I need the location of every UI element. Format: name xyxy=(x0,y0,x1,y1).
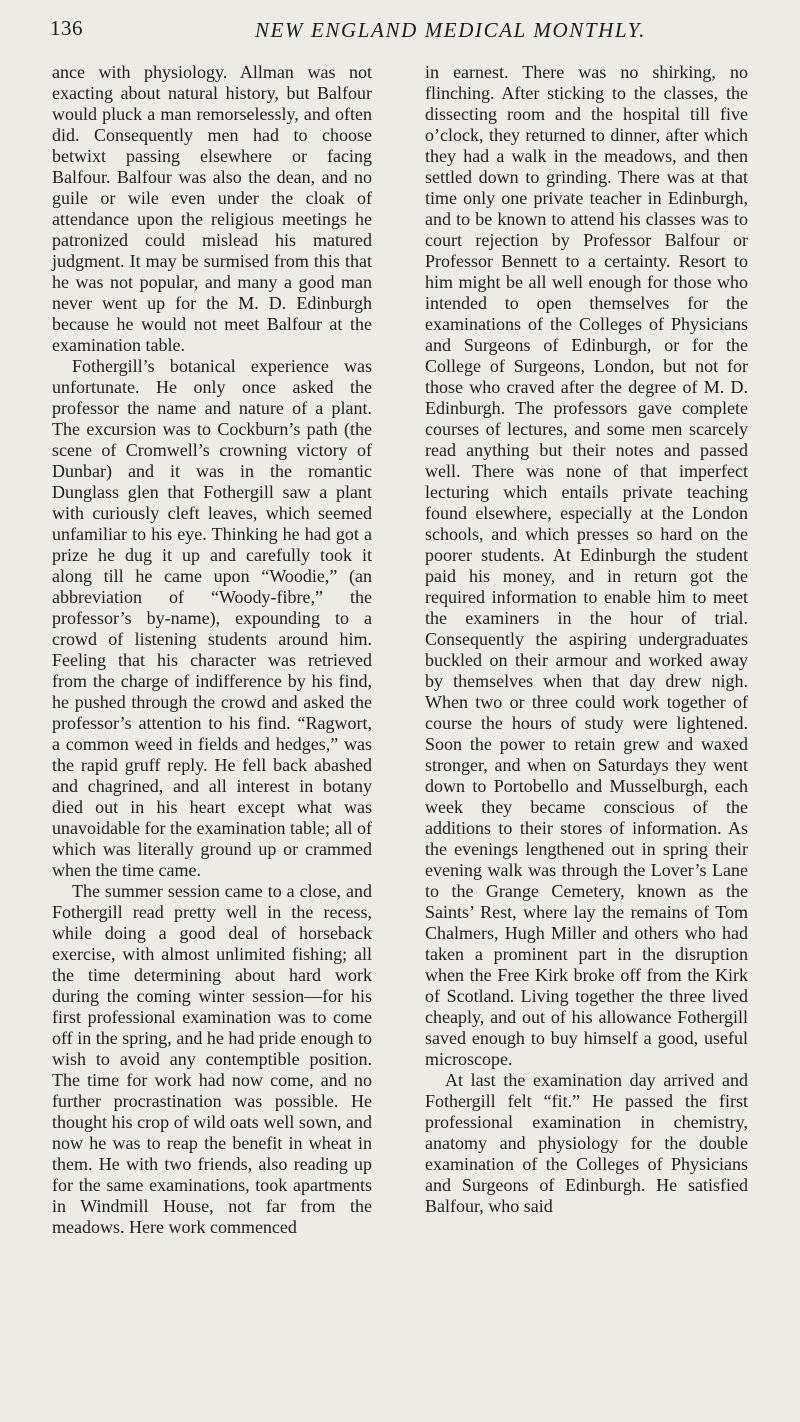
page-header xyxy=(0,16,800,52)
page-number: 136 xyxy=(50,16,83,40)
running-head: NEW ENGLAND MEDICAL MONTHLY. xyxy=(255,18,646,42)
paragraph: ance with physiology. Allman was not exacting about natural history, but Balfour would pluck a man remorselessly, and often did. Consequently men had to choose betwixt passing elsewhere or facing Balfour. Balfour was also the dean, and no guile or wile even under the cloak of attendance upon the religious meetings he patronized could mislead his matured judgment. It may be surmised from this that he was not popular, and many a good man never went up for the M. D. Edinburgh because he would not meet Balfour at the examination table. xyxy=(52,62,372,355)
right-column xyxy=(425,62,748,1217)
paragraph: in earnest. There was no shirking, no flinching. After sticking to the classes, the dissecting room and the hospital till five o’clock, they returned to dinner, after which they had a walk in the meadows, and then settled down to grinding. There was at that time only one private teacher in Edinburgh, and to be known to attend his classes was to court rejection by Professor Balfour or Professor Bennett to a certainty. Resort to him might be all well enough for those who intended to open themselves for the examinations of the Colleges of Physicians and Surgeons of Edinburgh, or for the College of Surgeons, London, but not for those who craved after the degree of M. D. Edinburgh. The professors gave complete courses of lectures, and some men scarcely read anything but their notes and passed well. There was none of that imperfect lecturing which entails private teaching found elsewhere, especially at the London schools, and which presses so hard on the poorer students. At Edinburgh the student paid his money, and in return got the required information to enable him to meet the examiners in the hour of trial. Consequently the aspiring undergraduates buckled on their armour and worked away by themselves when that day drew nigh. When two or three could work together of course the hours of study were lightened. Soon the power to retain grew and waxed stronger, and when on Saturdays they went down to Portobello and Musselburgh, each week they became conscious of the additions to their stores of information. As the evenings lengthened out in spring their evening walk was through the Lover’s Lane to the Grange Cemetery, known as the Saints’ Rest, where lay the remains of Tom Chalmers, Hugh Miller and others who had taken a prominent part in the disruption when the Free Kirk broke off from the Kirk of Scotland. Living together the three lived cheaply, and out of his allowance Fothergill saved enough to buy himself a good, useful microscope. xyxy=(425,62,748,1069)
paragraph: The summer session came to a close, and Fothergill read pretty well in the recess, while doing a good deal of horseback exercise, with almost unlimited fishing; all the time determining about hard work during the coming winter session—for his first professional examination was to come off in the spring, and he had pride enough to wish to avoid any contemptible position. The time for work had now come, and no further procrastination was possible. He thought his crop of wild oats well sown, and now he was to reap the benefit in wheat in them. He with two friends, also reading up for the same examinations, took apartments in Windmill House, not far from the meadows. Here work commenced xyxy=(52,881,372,1237)
paragraph: Fothergill’s botanical experience was unfortunate. He only once asked the professor the name and nature of a plant. The excursion was to Cockburn’s path (the scene of Cromwell’s crowning victory of Dunbar) and it was in the romantic Dunglass glen that Fothergill saw a plant with curiously cleft leaves, which seemed unfamiliar to his eye. Thinking he had got a prize he dug it up and carefully took it along till he came upon “Woodie,” (an abbreviation of “Woody-fibre,” the professor’s by-name), expounding to a crowd of listening students around him. Feeling that his character was retrieved from the charge of indifference by his find, he pushed through the crowd and asked the professor’s attention to his find. “Ragwort, a common weed in fields and hedges,” was the rapid gruff reply. He fell back abashed and chagrined, and all interest in botany died out in his heart except what was unavoidable for the examination table; all of which was literally ground up or crammed when the time came. xyxy=(52,356,372,880)
left-column xyxy=(52,62,372,1238)
paragraph: At last the examination day arrived and Fothergill felt “fit.” He passed the first professional examination in chemistry, anatomy and physiology for the double examination of the Colleges of Physicians and Surgeons of Edinburgh. He satisfied Balfour, who said xyxy=(425,1070,748,1216)
